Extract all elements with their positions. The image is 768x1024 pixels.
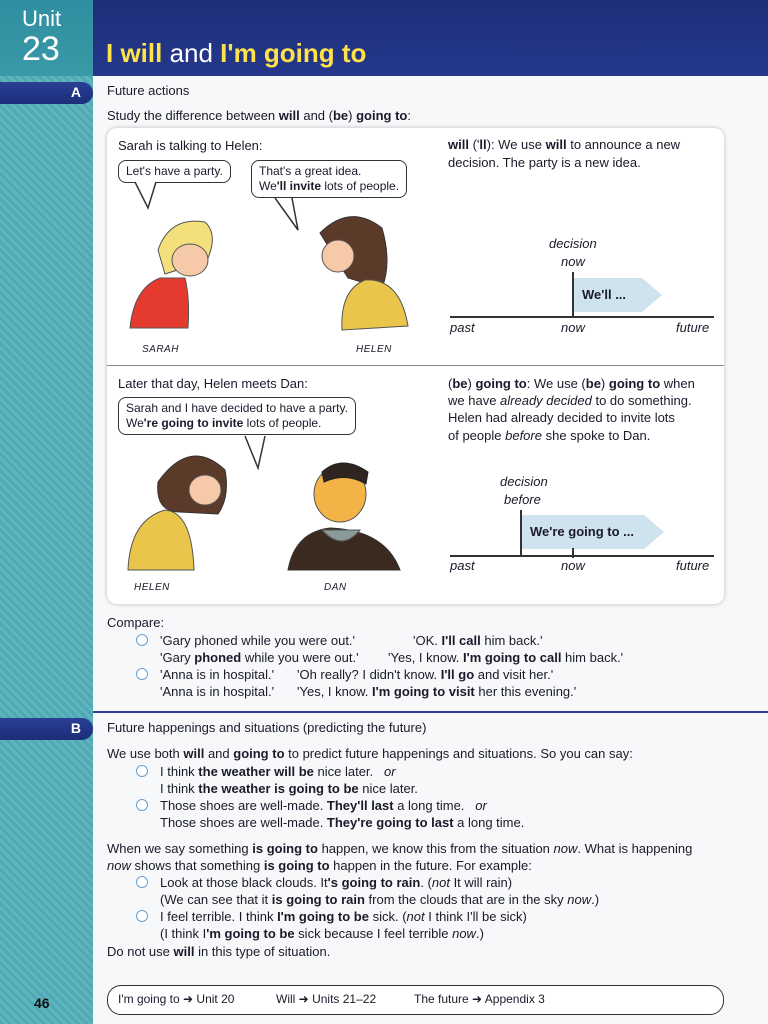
bullet-icon (136, 765, 148, 777)
speech-bubble-helen: That's a great idea. We'll invite lots of people. (251, 160, 407, 198)
section-b-para2: When we say something is going to happen, we know this from the situation now. What is happening (107, 841, 693, 856)
page-number: 46 (34, 995, 50, 1011)
going-to-explanation-line1: (be) going to: We use (be) going to when (448, 376, 695, 391)
panel-divider (107, 365, 724, 366)
unit-number: 23 (22, 30, 60, 68)
going-to-explanation-line2: we have already decided to do something. (448, 393, 692, 408)
arrow-icon: ➜ (298, 992, 309, 1006)
timeline2-future: future (676, 558, 710, 573)
compare-row1-b: 'OK. I'll call him back.' (413, 633, 543, 648)
timeline2-past: past (450, 558, 475, 573)
timeline1-arrow-head (642, 278, 662, 312)
bullet-icon (136, 910, 148, 922)
timeline1-decision-label: decision (549, 236, 597, 251)
caption-helen-2: HELEN (134, 582, 170, 593)
page-title: I will and I'm going to (106, 38, 367, 68)
caption-helen: HELEN (356, 344, 392, 355)
bullet-icon (136, 634, 148, 646)
timeline1-arrow: We'll ... (574, 278, 642, 312)
compare-label: Compare: (107, 615, 165, 630)
timeline2-now: now (561, 558, 585, 573)
xref-will[interactable]: Will ➜ Units 21–22 (276, 992, 377, 1006)
unit-label: Unit (22, 6, 62, 31)
example4: Those shoes are well-made. They're going to last a long time. (160, 815, 525, 830)
timeline2-now-tick (572, 548, 574, 558)
speech-bubble-sarah: Let's have a party. (118, 160, 231, 183)
bullet-icon (136, 799, 148, 811)
bullet-icon (136, 876, 148, 888)
section-a-heading: Future actions (107, 83, 190, 98)
caption-dan: DAN (324, 582, 347, 593)
unit-box (0, 0, 93, 76)
going-to-explanation-line3: Helen had already decided to invite lots (448, 410, 675, 425)
example-clouds: Look at those black clouds. It's going to rain. (not It will rain) (160, 875, 513, 890)
timeline1-future: future (676, 320, 710, 335)
xref-future[interactable]: The future ➜ Appendix 3 (414, 992, 545, 1006)
speech-bubble-helen-dan: Sarah and I have decided to have a party. We're going to invite lots of people. (118, 397, 356, 435)
scene1-lead: Sarah is talking to Helen: (118, 138, 263, 153)
timeline2-arrow: We're going to ... (522, 515, 644, 549)
example3: Those shoes are well-made. They'll last a long time. or (160, 798, 487, 813)
illustration-sarah-helen (110, 178, 420, 348)
section-b-heading: Future happenings and situations (predicting the future) (107, 720, 427, 735)
section-b-rule (93, 711, 768, 713)
compare-row1-a: 'Gary phoned while you were out.' (160, 633, 356, 648)
section-a-intro: Study the difference between will and (be) going to: (107, 108, 411, 123)
illustration-helen-dan (110, 432, 420, 582)
timeline1-now-top-label: now (561, 254, 585, 269)
will-explanation-line1: will ('ll): We use will to announce a new (448, 137, 681, 152)
compare-row4-b: 'Yes, I know. I'm going to visit her this evening.' (297, 684, 577, 699)
section-b-para3: now shows that something is going to happen in the future. For example: (107, 858, 532, 873)
section-a-letter: A (70, 84, 81, 100)
timeline1-past: past (450, 320, 475, 335)
going-to-explanation-line4: of people before she spoke to Dan. (448, 428, 651, 443)
xref-going-to[interactable]: I'm going to ➜ Unit 20 (118, 992, 235, 1006)
timeline2-axis (450, 555, 714, 557)
compare-row2-b: 'Yes, I know. I'm going to call him back.' (388, 650, 624, 665)
compare-row2-a: 'Gary phoned while you were out.' (160, 650, 359, 665)
section-b-para1: We use both will and going to to predict future happenings and situations. So you can say: (107, 746, 633, 761)
caption-sarah: SARAH (142, 344, 179, 355)
will-explanation-line2: decision. The party is a new idea. (448, 155, 641, 170)
example-sick-note: (I think I'm going to be sick because I feel terrible now.) (160, 926, 484, 941)
bullet-icon (136, 668, 148, 680)
timeline2-before-label: before (504, 492, 541, 507)
example1: I think the weather will be nice later. or (160, 764, 396, 779)
compare-row3-a: 'Anna is in hospital.' (160, 667, 275, 682)
example2: I think the weather is going to be nice later. (160, 781, 418, 796)
section-a-tab (0, 82, 93, 104)
example-clouds-note: (We can see that it is going to rain from the clouds that are in the sky now.) (160, 892, 600, 907)
timeline2-decision-label: decision (500, 474, 548, 489)
section-b-para4: Do not use will in this type of situation. (107, 944, 331, 959)
example-sick: I feel terrible. I think I'm going to be sick. (not I think I'll be sick) (160, 909, 527, 924)
sidebar-strip (0, 0, 93, 1024)
timeline1-axis (450, 316, 714, 318)
timeline1-now: now (561, 320, 585, 335)
timeline2-arrow-head (644, 515, 664, 549)
arrow-icon: ➜ (183, 992, 194, 1006)
section-b-letter: B (70, 720, 81, 736)
scene2-lead: Later that day, Helen meets Dan: (118, 376, 308, 391)
arrow-icon: ➜ (472, 992, 483, 1006)
section-b-tab (0, 718, 93, 740)
compare-row3-b: 'Oh really? I didn't know. I'll go and visit her.' (297, 667, 554, 682)
compare-row4-a: 'Anna is in hospital.' (160, 684, 275, 699)
